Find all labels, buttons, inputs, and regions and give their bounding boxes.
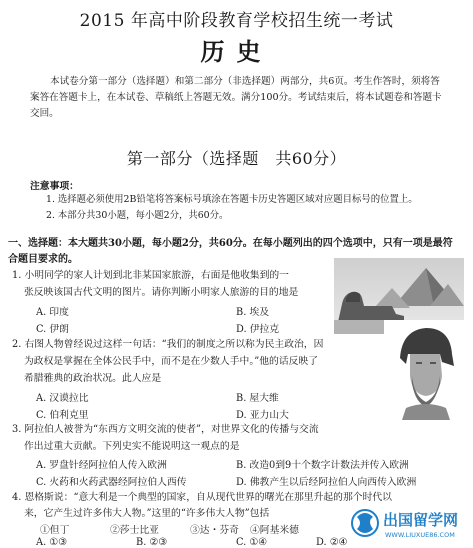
note-item-2: 2. 本部分共30小题，每小题2分，共60分。 [46,210,229,221]
q2-option-d: D. 亚力山大 [236,410,289,421]
watermark-logo-icon [349,503,469,543]
q3-option-d: D. 佛教产生以后经阿拉伯人向西传入欧洲 [236,477,417,488]
subject-title: 历史 [200,37,273,66]
pericles-bust-image [384,320,464,420]
q2-stem-line-1: 2. 右图人物曾经说过这样一句话：“我们的制度之所以称为民主政治，因 [12,339,324,350]
exam-title: 2015 年高中阶段教育学校招生统一考试 [79,11,394,31]
q2-option-a: A. 汉谟拉比 [36,393,89,404]
notes-heading: 注意事项： [30,181,79,192]
q1-option-c: C. 伊朗 [36,324,69,335]
note-item-1: 1. 选择题必须使用2B铅笔将答案标号填涂在答题卡历史答题区域对应题目标号的位置上。 [46,194,418,205]
q3-option-a: A. 罗盘针经阿拉伯人传入欧洲 [36,460,167,471]
q1-option-b: B. 埃及 [236,307,270,318]
q1-option-a: A. 印度 [36,307,69,318]
q4-option-a: A. ①③ [36,537,67,548]
q2-option-c: C. 伯利克里 [36,410,89,421]
watermark-url: WWW.LIUXUE86.COM [385,531,455,539]
section-one-instructions: 一、选择题：本大题共30小题，每小题2分，共60分。在每小题列出的四个选项中，只有一项是最符合题目要求的。 [8,238,453,265]
q4-sub-item-4: ④阿基米德 [250,525,299,536]
q3-stem-line-1: 3. 阿拉伯人被誉为“东西方文明交流的使者”，对世界文化的传播与交流 [12,424,319,435]
site-watermark-logo [349,503,469,543]
q1-option-d: D. 伊拉克 [236,324,280,335]
q3-option-b: B. 改造0到9十个数字计数法并传入欧洲 [236,460,409,471]
q3-stem-line-2: 作出过重大贡献。下列史实不能说明这一观点的是 [24,441,240,452]
q3-option-c: C. 火药和火药武器经阿拉伯人西传 [36,477,187,488]
q4-stem-line-1: 4. 恩格斯说：“意大利是一个典型的国家，自从现代世界的曙光在那里升起的那个时代以 [12,492,392,503]
q2-stem-line-3: 希腊雅典的政治状况。此人应是 [24,373,162,384]
watermark-text: 出国留学网 [383,511,459,529]
q1-stem-line-1: 1. 小明同学的家人计划到北非某国家旅游，右面是他收集到的一 [12,270,289,281]
q4-sub-item-2: ②莎士比亚 [110,525,159,536]
q4-sub-item-3: ③达・芬奇 [190,525,239,536]
q1-stem-line-2: 张反映该国古代文明的图片。请你判断小明家人旅游的目的地是 [24,287,299,298]
q4-option-c: C. ①④ [236,537,267,548]
q2-stem-line-2: 为政权是掌握在全体公民手中，而不是在少数人手中。”他的话反映了 [24,356,319,367]
part-one-title: 第一部分（选择题 共60分） [126,149,347,168]
q4-option-b: B. ②③ [136,537,167,548]
q2-option-b: B. 屋大维 [236,393,279,404]
q4-option-d: D. ②④ [316,537,348,548]
exam-instructions: 本试卷分第一部分（选择题）和第二部分（非选择题）两部分，共6页。考生作答时，须将答案答在答题卡上，在本试卷、草稿纸上答题无效。满分100分。考试结束后，将本试题卷和答题卡交回。 [30,76,442,119]
q4-stem-line-2: 来，它产生过许多伟大人物。”这里的“许多伟大人物”包括 [24,508,270,519]
q4-sub-item-1: ①但丁 [40,525,70,536]
